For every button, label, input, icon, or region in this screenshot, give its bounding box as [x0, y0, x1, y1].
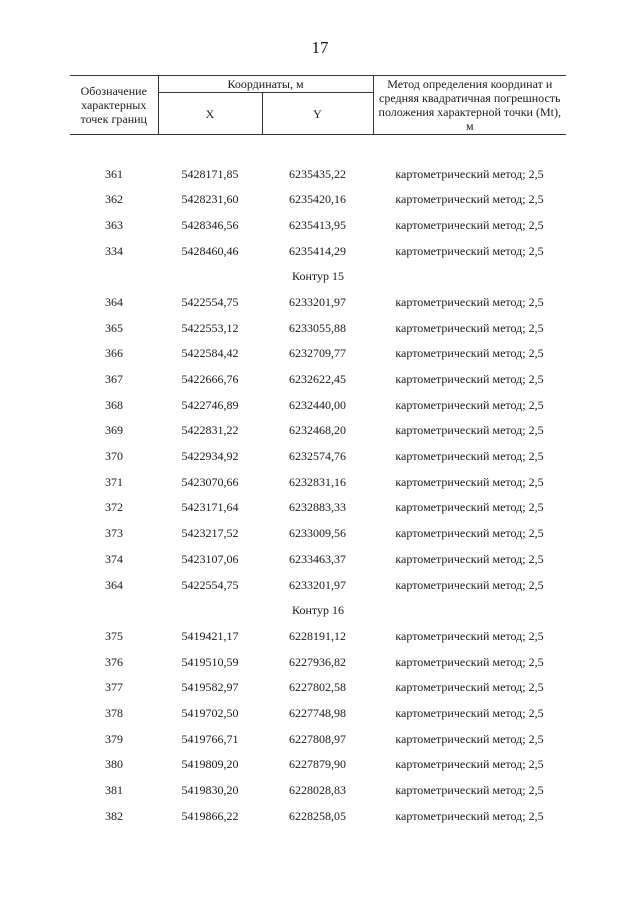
- y-coordinate-cell: 6228258,05: [289, 808, 346, 823]
- point-id-cell: 366: [105, 346, 123, 361]
- y-coordinate-cell: 6232883,33: [289, 500, 346, 515]
- y-coordinate-cell: 6227879,90: [289, 757, 346, 772]
- point-id-cell: 361: [105, 166, 123, 181]
- point-id-cell: 334: [105, 243, 123, 258]
- table-row: [70, 700, 566, 726]
- method-cell: картометрический метод; 2,5: [395, 783, 544, 798]
- point-id-cell: 371: [105, 474, 123, 489]
- x-coordinate-cell: 5419582,97: [181, 680, 239, 695]
- y-coordinate-cell: 6233055,88: [289, 320, 346, 335]
- point-id-cell: 363: [105, 217, 123, 232]
- table-row: [70, 777, 566, 803]
- method-cell: картометрический метод; 2,5: [395, 217, 544, 232]
- y-coordinate-cell: 6232440,00: [289, 397, 346, 412]
- x-coordinate-cell: 5423171,64: [181, 500, 239, 515]
- method-cell: картометрический метод; 2,5: [395, 808, 544, 823]
- x-coordinate-cell: 5422554,75: [181, 294, 239, 309]
- x-coordinate-cell: 5428171,85: [181, 166, 239, 181]
- table-row: [70, 443, 566, 469]
- point-id-cell: 382: [105, 808, 123, 823]
- x-coordinate-cell: 5419809,20: [181, 757, 239, 772]
- point-id-cell: 375: [105, 628, 123, 643]
- page-number: 17: [311, 38, 329, 57]
- x-coordinate-cell: 5419510,59: [181, 654, 239, 669]
- table-row: [70, 418, 566, 444]
- table-row: [70, 341, 566, 367]
- point-id-cell: 378: [105, 705, 123, 720]
- point-id-cell: 377: [105, 680, 123, 695]
- x-coordinate-cell: 5422584,42: [181, 346, 239, 361]
- header-y: Y: [262, 93, 373, 135]
- y-coordinate-cell: 6227936,82: [289, 654, 346, 669]
- x-coordinate-cell: 5422934,92: [181, 449, 239, 464]
- point-id-cell: 373: [105, 526, 123, 541]
- point-id-cell: 365: [105, 320, 123, 335]
- x-coordinate-cell: 5428460,46: [181, 243, 239, 258]
- x-coordinate-cell: 5422831,22: [181, 423, 239, 438]
- method-cell: картометрический метод; 2,5: [395, 423, 544, 438]
- y-coordinate-cell: 6235414,29: [289, 243, 346, 258]
- y-coordinate-cell: 6233463,37: [289, 551, 346, 566]
- table-row: [70, 572, 566, 598]
- y-coordinate-cell: 6233009,56: [289, 526, 346, 541]
- method-cell: картометрический метод; 2,5: [395, 757, 544, 772]
- y-coordinate-cell: 6232831,16: [289, 474, 346, 489]
- x-coordinate-cell: 5423107,06: [181, 551, 239, 566]
- point-id-cell: 380: [105, 757, 123, 772]
- table-row: [70, 623, 566, 649]
- table-row: [70, 649, 566, 675]
- point-id-cell: 381: [105, 783, 123, 798]
- method-cell: картометрический метод; 2,5: [395, 551, 544, 566]
- method-cell: картометрический метод; 2,5: [395, 243, 544, 258]
- table-row: [70, 238, 566, 264]
- table-row: [70, 520, 566, 546]
- point-id-cell: 368: [105, 397, 123, 412]
- method-cell: картометрический метод; 2,5: [395, 320, 544, 335]
- table-row: [70, 161, 566, 187]
- method-cell: картометрический метод; 2,5: [395, 372, 544, 387]
- method-cell: картометрический метод; 2,5: [395, 654, 544, 669]
- contour-heading-row: [70, 263, 566, 289]
- point-id-cell: 372: [105, 500, 123, 515]
- coordinates-table: [70, 75, 566, 829]
- y-coordinate-cell: 6233201,97: [289, 577, 346, 592]
- header-x: X: [158, 93, 262, 135]
- contour-label: Контур 16: [292, 603, 344, 618]
- x-coordinate-cell: 5423070,66: [181, 474, 239, 489]
- table-row: [70, 752, 566, 778]
- point-id-cell: 362: [105, 192, 123, 207]
- table-row: [70, 315, 566, 341]
- y-coordinate-cell: 6235420,16: [289, 192, 346, 207]
- header-method: Метод определения координат и средняя квадратичная погрешность положения характерной точки (Mt), м: [373, 76, 566, 135]
- method-cell: картометрический метод; 2,5: [395, 705, 544, 720]
- method-cell: картометрический метод; 2,5: [395, 192, 544, 207]
- y-coordinate-cell: 6228028,83: [289, 783, 346, 798]
- point-id-cell: 374: [105, 551, 123, 566]
- x-coordinate-cell: 5419421,17: [181, 628, 239, 643]
- table-row: [70, 674, 566, 700]
- y-coordinate-cell: 6232468,20: [289, 423, 346, 438]
- x-coordinate-cell: 5428231,60: [181, 192, 239, 207]
- method-cell: картометрический метод; 2,5: [395, 526, 544, 541]
- table-row: [70, 546, 566, 572]
- method-cell: картометрический метод; 2,5: [395, 577, 544, 592]
- x-coordinate-cell: 5423217,52: [181, 526, 239, 541]
- y-coordinate-cell: 6235435,22: [289, 166, 346, 181]
- x-coordinate-cell: 5422554,75: [181, 577, 239, 592]
- point-id-cell: 379: [105, 731, 123, 746]
- method-cell: картометрический метод; 2,5: [395, 680, 544, 695]
- y-coordinate-cell: 6228191,12: [289, 628, 346, 643]
- x-coordinate-cell: 5419830,20: [181, 783, 239, 798]
- x-coordinate-cell: 5419866,22: [181, 808, 239, 823]
- contour-label: Контур 15: [292, 269, 344, 284]
- table-row: [70, 366, 566, 392]
- y-coordinate-cell: 6232622,45: [289, 372, 346, 387]
- contour-heading-row: [70, 597, 566, 623]
- table-row: [70, 803, 566, 829]
- point-id-cell: 376: [105, 654, 123, 669]
- x-coordinate-cell: 5422746,89: [181, 397, 239, 412]
- x-coordinate-cell: 5419702,50: [181, 705, 239, 720]
- method-cell: картометрический метод; 2,5: [395, 731, 544, 746]
- point-id-cell: 367: [105, 372, 123, 387]
- method-cell: картометрический метод; 2,5: [395, 346, 544, 361]
- point-id-cell: 364: [105, 577, 123, 592]
- table-row: [70, 186, 566, 212]
- method-cell: картометрический метод; 2,5: [395, 500, 544, 515]
- method-cell: картометрический метод; 2,5: [395, 449, 544, 464]
- point-id-cell: 369: [105, 423, 123, 438]
- point-id-cell: 364: [105, 294, 123, 309]
- y-coordinate-cell: 6227802,58: [289, 680, 346, 695]
- method-cell: картометрический метод; 2,5: [395, 294, 544, 309]
- x-coordinate-cell: 5422553,12: [181, 320, 239, 335]
- table-row: [70, 495, 566, 521]
- point-id-cell: 370: [105, 449, 123, 464]
- header-point-designation: Обозначение характерных точек границ: [70, 76, 158, 135]
- table-row: [70, 289, 566, 315]
- x-coordinate-cell: 5428346,56: [181, 217, 239, 232]
- table-body: [70, 135, 566, 829]
- x-coordinate-cell: 5422666,76: [181, 372, 239, 387]
- table-row: [70, 212, 566, 238]
- header-coordinates: Координаты, м: [158, 76, 373, 93]
- y-coordinate-cell: 6233201,97: [289, 294, 346, 309]
- y-coordinate-cell: 6232709,77: [289, 346, 346, 361]
- method-cell: картометрический метод; 2,5: [395, 474, 544, 489]
- y-coordinate-cell: 6235413,95: [289, 217, 346, 232]
- table-row: [70, 726, 566, 752]
- y-coordinate-cell: 6227808,97: [289, 731, 346, 746]
- y-coordinate-cell: 6227748,98: [289, 705, 346, 720]
- y-coordinate-cell: 6232574,76: [289, 449, 346, 464]
- method-cell: картометрический метод; 2,5: [395, 166, 544, 181]
- method-cell: картометрический метод; 2,5: [395, 628, 544, 643]
- x-coordinate-cell: 5419766,71: [181, 731, 239, 746]
- method-cell: картометрический метод; 2,5: [395, 397, 544, 412]
- table-header: [70, 76, 566, 135]
- table-row: [70, 469, 566, 495]
- table-row: [70, 392, 566, 418]
